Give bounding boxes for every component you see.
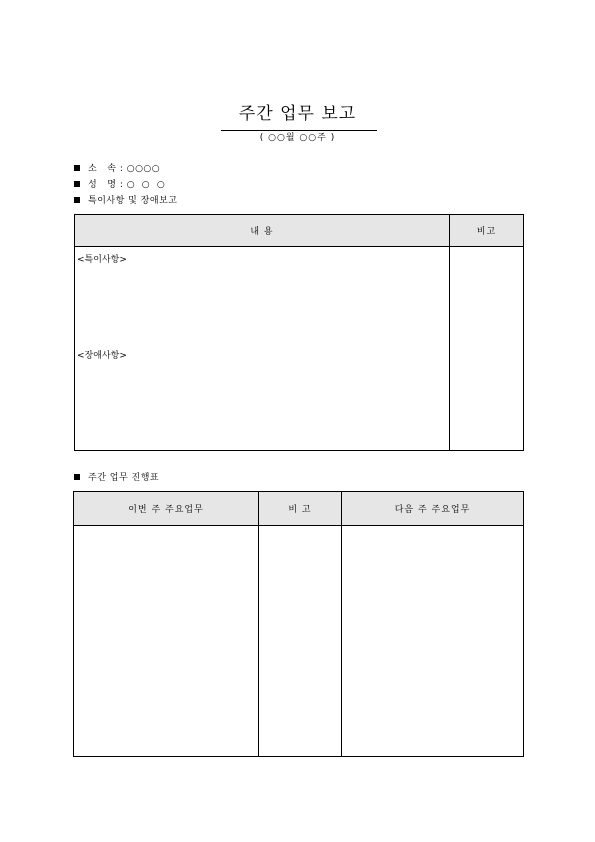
name-line: [74, 179, 165, 191]
report-content-cell[interactable]: [75, 247, 450, 451]
name-text: 성 명 : ○ ○ ○: [88, 180, 166, 190]
bullet-square-icon: [74, 165, 80, 171]
report-period: ( ○○월 ○○주 ): [259, 133, 336, 143]
next-week-cell[interactable]: [342, 526, 524, 757]
section2-heading-text: 주간 업무 진행표: [88, 473, 160, 483]
section1-heading: [74, 195, 177, 207]
progress-table: [73, 491, 524, 757]
this-week-cell[interactable]: [74, 526, 259, 757]
report-remarks-cell[interactable]: [450, 247, 524, 451]
affiliation-line: [74, 163, 160, 175]
section1-heading-text: 특이사항 및 장애보고: [88, 196, 178, 206]
title-underline: [221, 130, 377, 131]
special-notes-label: <특이사항>: [77, 255, 127, 265]
progress-remarks-header: 비 고: [259, 492, 342, 526]
bullet-square-icon: [74, 474, 80, 480]
next-week-header: 다음 주 주요업무: [342, 492, 524, 526]
section2-heading: [74, 472, 159, 484]
bullet-square-icon: [74, 181, 80, 187]
special-notes-table: [74, 214, 524, 451]
affiliation-text: 소 속 : ○○○○: [88, 164, 161, 174]
content-header: 내 용: [75, 215, 450, 247]
progress-remarks-cell[interactable]: [259, 526, 342, 757]
bullet-square-icon: [74, 197, 80, 203]
remarks-header: 비고: [450, 215, 524, 247]
document-title: 주간 업무 보고: [238, 104, 357, 124]
this-week-header: 이번 주 주요업무: [74, 492, 259, 526]
issues-label: <장애사항>: [77, 351, 127, 361]
